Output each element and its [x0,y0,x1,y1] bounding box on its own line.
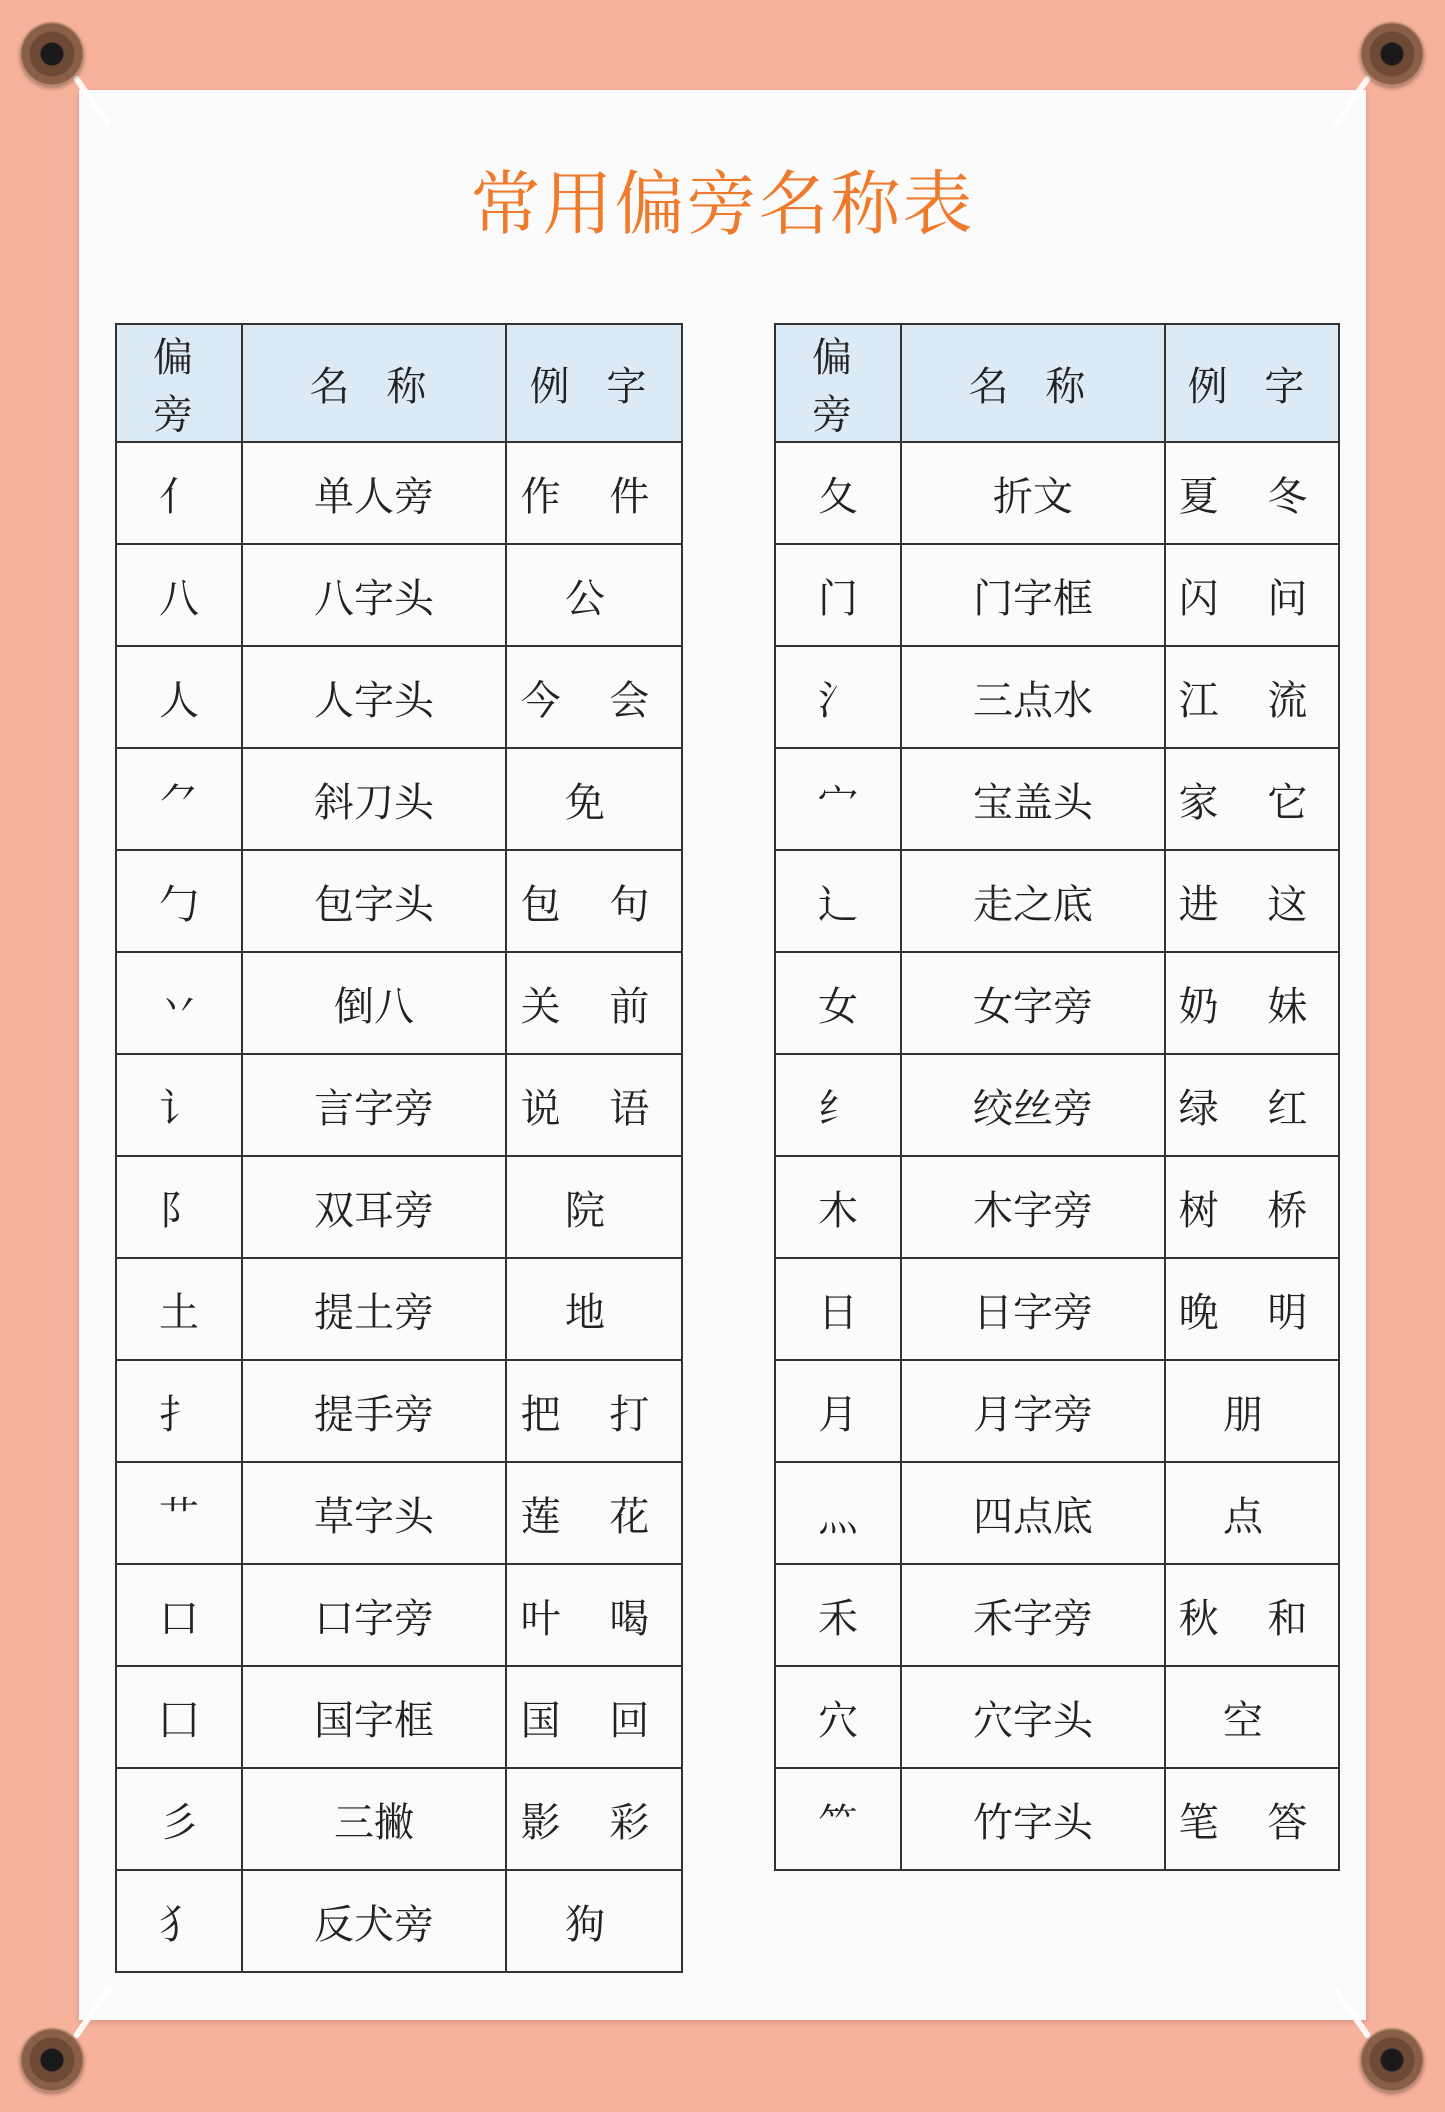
page-title: 常用偏旁名称表 [470,163,975,245]
header-name: 名 称 [901,324,1165,442]
name-cell: 竹字头 [901,1768,1165,1870]
examples-cell: 叶 喝 [506,1564,682,1666]
radical-cell: 辶 [775,850,901,952]
table-row [775,1768,1339,1870]
table-row [116,1768,682,1870]
table-row [775,442,1339,544]
name-cell: 双耳旁 [242,1156,506,1258]
name-cell: 折文 [901,442,1165,544]
examples-cell: 关 前 [506,952,682,1054]
examples-cell: 点 [1165,1462,1339,1564]
table-row [775,1666,1339,1768]
radical-cell: 丷 [116,952,242,1054]
name-cell: 草字头 [242,1462,506,1564]
table-row [775,1258,1339,1360]
table-header-row [775,324,1339,442]
examples-cell: 晚 明 [1165,1258,1339,1360]
examples-cell: 院 [506,1156,682,1258]
radical-cell: 灬 [775,1462,901,1564]
radical-cell: 禾 [775,1564,901,1666]
name-cell: 八字头 [242,544,506,646]
table-row [775,1462,1339,1564]
header-radical: 偏 旁 [775,324,901,442]
examples-cell: 朋 [1165,1360,1339,1462]
header-name: 名 称 [242,324,506,442]
table-row [775,1054,1339,1156]
examples-cell: 公 [506,544,682,646]
name-cell: 日字旁 [901,1258,1165,1360]
radical-cell: ⺮ [775,1768,901,1870]
name-cell: 四点底 [901,1462,1165,1564]
examples-cell: 闪 问 [1165,544,1339,646]
examples-cell: 空 [1165,1666,1339,1768]
examples-cell: 把 打 [506,1360,682,1462]
radical-cell: 囗 [116,1666,242,1768]
examples-cell: 免 [506,748,682,850]
name-cell: 穴字头 [901,1666,1165,1768]
header-radical: 偏 旁 [116,324,242,442]
radical-cell: 女 [775,952,901,1054]
examples-cell: 秋 和 [1165,1564,1339,1666]
examples-cell: 家 它 [1165,748,1339,850]
radical-cell: 月 [775,1360,901,1462]
table-row [116,1054,682,1156]
table-row [775,1156,1339,1258]
name-cell: 禾字旁 [901,1564,1165,1666]
radical-table-left [115,323,683,1973]
examples-cell: 作 件 [506,442,682,544]
examples-cell: 奶 妹 [1165,952,1339,1054]
table-row [116,1564,682,1666]
radical-cell: 艹 [116,1462,242,1564]
name-cell: 月字旁 [901,1360,1165,1462]
table-row [116,1870,682,1972]
radical-cell: 日 [775,1258,901,1360]
examples-cell: 说 语 [506,1054,682,1156]
radical-cell: 穴 [775,1666,901,1768]
name-cell: 斜刀头 [242,748,506,850]
table-row [116,1666,682,1768]
name-cell: 三点水 [901,646,1165,748]
pin-icon [1360,2028,1424,2092]
name-cell: 绞丝旁 [901,1054,1165,1156]
name-cell: 门字框 [901,544,1165,646]
name-cell: 木字旁 [901,1156,1165,1258]
pin-icon [20,2028,84,2092]
radical-cell: 纟 [775,1054,901,1156]
radical-cell: 勹 [116,850,242,952]
table-row [775,1360,1339,1462]
examples-cell: 国 回 [506,1666,682,1768]
table-row [775,748,1339,850]
radical-cell: 阝 [116,1156,242,1258]
pin-icon [20,22,84,86]
name-cell: 提土旁 [242,1258,506,1360]
radical-cell: 宀 [775,748,901,850]
examples-cell: 影 彩 [506,1768,682,1870]
radical-cell: 门 [775,544,901,646]
radical-cell: 夂 [775,442,901,544]
table-row [116,1462,682,1564]
table-row [116,442,682,544]
examples-cell: 狗 [506,1870,682,1972]
radical-cell: 亻 [116,442,242,544]
table-row [116,1360,682,1462]
name-cell: 提手旁 [242,1360,506,1462]
name-cell: 口字旁 [242,1564,506,1666]
table-row [116,544,682,646]
name-cell: 女字旁 [901,952,1165,1054]
radical-cell: ⺈ [116,748,242,850]
radical-cell: 人 [116,646,242,748]
name-cell: 人字头 [242,646,506,748]
name-cell: 反犬旁 [242,1870,506,1972]
examples-cell: 莲 花 [506,1462,682,1564]
radical-cell: 犭 [116,1870,242,1972]
name-cell: 三撇 [242,1768,506,1870]
radical-cell: 木 [775,1156,901,1258]
table-row [116,952,682,1054]
examples-cell: 笔 答 [1165,1768,1339,1870]
radical-cell: 讠 [116,1054,242,1156]
pin-icon [1360,22,1424,86]
name-cell: 单人旁 [242,442,506,544]
radical-cell: 八 [116,544,242,646]
name-cell: 包字头 [242,850,506,952]
table-row [116,1258,682,1360]
table-row [775,544,1339,646]
table-row [775,646,1339,748]
name-cell: 倒八 [242,952,506,1054]
header-examples: 例 字 [1165,324,1339,442]
table-row [116,850,682,952]
examples-cell: 地 [506,1258,682,1360]
radical-table-right [774,323,1340,1871]
examples-cell: 江 流 [1165,646,1339,748]
radical-cell: 土 [116,1258,242,1360]
header-examples: 例 字 [506,324,682,442]
name-cell: 宝盖头 [901,748,1165,850]
examples-cell: 进 这 [1165,850,1339,952]
table-header-row [116,324,682,442]
name-cell: 言字旁 [242,1054,506,1156]
table-row [775,1564,1339,1666]
examples-cell: 树 桥 [1165,1156,1339,1258]
table-row [116,748,682,850]
name-cell: 走之底 [901,850,1165,952]
table-row [116,646,682,748]
table-row [775,952,1339,1054]
examples-cell: 夏 冬 [1165,442,1339,544]
table-row [775,850,1339,952]
name-cell: 国字框 [242,1666,506,1768]
radical-cell: 彡 [116,1768,242,1870]
examples-cell: 绿 红 [1165,1054,1339,1156]
radical-cell: 扌 [116,1360,242,1462]
table-row [116,1156,682,1258]
radical-cell: 口 [116,1564,242,1666]
examples-cell: 包 句 [506,850,682,952]
radical-cell: 氵 [775,646,901,748]
examples-cell: 今 会 [506,646,682,748]
